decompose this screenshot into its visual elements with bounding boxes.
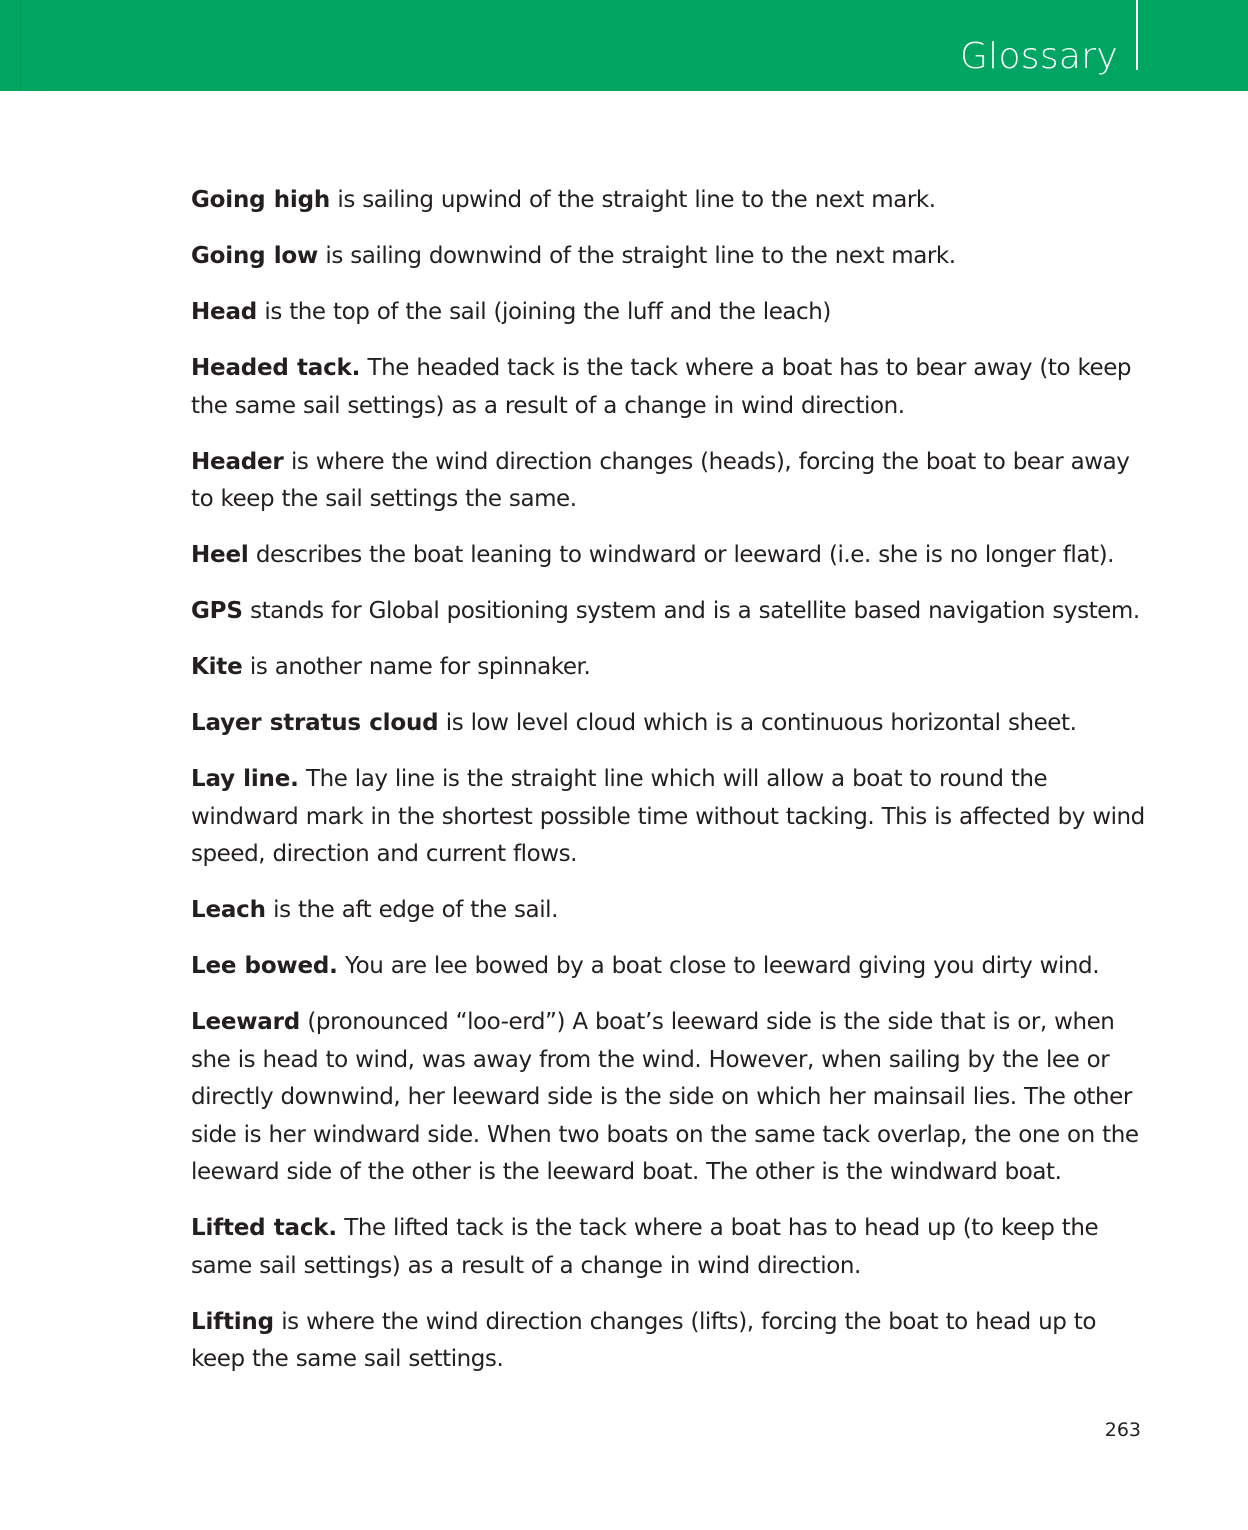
glossary-term: Headed tack. xyxy=(191,355,361,381)
glossary-term: Lee bowed. xyxy=(191,953,338,979)
glossary-term: Layer stratus cloud xyxy=(191,710,439,736)
glossary-entry-leeward xyxy=(191,1004,1146,1192)
glossary-term: Lifting xyxy=(191,1308,274,1335)
header-edge-line xyxy=(20,0,21,91)
glossary-term: Lifted tack. xyxy=(191,1215,337,1241)
glossary-entry-lifted-tack xyxy=(191,1210,1146,1285)
glossary-term: GPS xyxy=(191,598,243,624)
glossary-definition: The headed tack is the tack where a boat has to bear away (to keep the same sail settings) as a result of a change in wind direction. xyxy=(191,355,1132,419)
glossary-definition: describes the boat leaning to windward or leeward (i.e. she is no longer flat). xyxy=(248,542,1114,568)
glossary-definition: The lay line is the straight line which will allow a boat to round the windward mark in the shortest possible time without tacking. This is affected by wind speed, direction and current flows. xyxy=(191,766,1145,867)
glossary-entry-lay-line xyxy=(191,761,1146,874)
glossary-definition: is where the wind direction changes (heads), forcing the boat to bear away to keep the sail settings the same. xyxy=(191,448,1130,512)
glossary-entry-kite xyxy=(191,649,1146,687)
header-bar xyxy=(0,0,1248,91)
glossary-term: Going low xyxy=(191,243,319,269)
glossary-entry-lee-bowed xyxy=(191,948,1146,986)
glossary-definition: is the aft edge of the sail. xyxy=(265,897,558,923)
glossary-definition: is sailing downwind of the straight line to the next mark. xyxy=(318,243,956,269)
glossary-term: Heel xyxy=(191,542,249,568)
glossary-entry-headed-tack xyxy=(191,350,1146,425)
glossary-definition: is where the wind direction changes (lifts), forcing the boat to head up to keep the same sail settings. xyxy=(191,1308,1096,1372)
glossary-entry-going-low xyxy=(191,238,1146,276)
glossary-definition: (pronounced “loo-erd”) A boat’s leeward side is the side that is or, when she is head to wind, was away from the wind. However, when sailing by the lee or directly downwind, her leeward side is the side on which her mainsail lies. The other side is her windward side. When two boats on the same tack overlap, the one on the leeward side of the other is the leeward boat. The other is the windward boat. xyxy=(191,1009,1139,1185)
glossary-entry-heel xyxy=(191,537,1146,575)
glossary-definition: stands for Global positioning system and is a satellite based navigation system. xyxy=(242,598,1140,624)
glossary-entry-head xyxy=(191,294,1146,332)
glossary-entry-gps xyxy=(191,593,1146,631)
glossary-entry-header xyxy=(191,444,1146,519)
glossary-definition: is sailing upwind of the straight line to the next mark. xyxy=(330,187,936,213)
glossary-term: Leeward xyxy=(191,1009,301,1035)
glossary-term: Leach xyxy=(191,897,266,923)
glossary-term: Head xyxy=(191,299,258,325)
glossary-definition: The lifted tack is the tack where a boat has to head up (to keep the same sail settings) as a result of a change in wind direction. xyxy=(191,1215,1099,1279)
glossary-definition: is the top of the sail (joining the luff and the leach) xyxy=(257,299,831,325)
header-divider-line xyxy=(1136,0,1138,70)
glossary-entry-going-high xyxy=(191,182,1146,220)
page-title: Glossary xyxy=(959,36,1118,77)
glossary-definition: is low level cloud which is a continuous horizontal sheet. xyxy=(438,710,1077,736)
glossary-definition: You are lee bowed by a boat close to leeward giving you dirty wind. xyxy=(337,953,1100,979)
glossary-entry-lifting xyxy=(191,1304,1146,1379)
glossary-definition: is another name for spinnaker. xyxy=(242,654,591,680)
page-number: 263 xyxy=(1104,1419,1141,1441)
glossary-entry-layer-stratus-cloud xyxy=(191,705,1146,743)
glossary-term: Header xyxy=(191,448,284,475)
glossary-term: Kite xyxy=(191,654,243,680)
glossary-term: Going high xyxy=(191,187,331,213)
glossary-list xyxy=(191,182,1146,1397)
glossary-entry-leach xyxy=(191,892,1146,930)
glossary-term: Lay line. xyxy=(191,766,299,792)
